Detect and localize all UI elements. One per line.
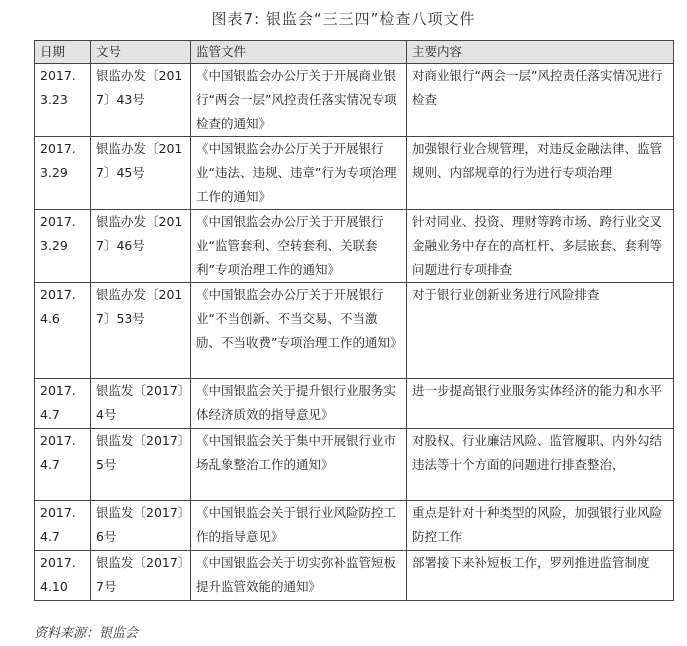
cell-number: 银监办发〔2017〕46号 [91,210,191,283]
cell-document: 《中国银监会关于集中开展银行业市场乱象整治工作的通知》 [191,429,407,501]
header-content: 主要内容 [407,41,674,64]
cell-number: 银监发〔2017〕6号 [91,501,191,551]
cell-document: 《中国银监会关于切实弥补监管短板提升监管效能的通知》 [191,551,407,601]
cell-number: 银监发〔2017〕7号 [91,551,191,601]
header-document: 监管文件 [191,41,407,64]
cell-number: 银监办发〔2017〕43号 [91,64,191,137]
cell-document: 《中国银监会办公厅关于开展银行业“不当创新、不当交易、不当激励、不当收费”专项治理工作的通知》 [191,283,407,379]
table-row [35,429,674,501]
header-number: 文号 [91,41,191,64]
documents-table [34,40,674,601]
cell-content: 加强银行业合规管理，对违反金融法律、监管规则、内部规章的行为进行专项治理 [407,137,674,210]
cell-date: 2017.4.7 [35,379,91,429]
cell-document: 《中国银监会关于提升银行业服务实体经济质效的指导意见》 [191,379,407,429]
cell-content: 重点是针对十种类型的风险，加强银行业风险防控工作 [407,501,674,551]
header-row [35,41,674,64]
cell-document: 《中国银监会办公厅关于开展银行业“监管套利、空转套利、关联套利”专项治理工作的通知》 [191,210,407,283]
cell-content: 对商业银行“两会一层”风控责任落实情况进行检查 [407,64,674,137]
cell-date: 2017.4.7 [35,501,91,551]
cell-number: 银监发〔2017〕5号 [91,429,191,501]
cell-content: 进一步提高银行业服务实体经济的能力和水平 [407,379,674,429]
cell-document: 《中国银监会关于银行业风险防控工作的指导意见》 [191,501,407,551]
cell-date: 2017.4.10 [35,551,91,601]
cell-content: 对股权、行业廉洁风险、监管履职、内外勾结违法等十个方面的问题进行排查整治， [407,429,674,501]
cell-content: 部署接下来补短板工作，罗列推进监管制度 [407,551,674,601]
cell-date: 2017.4.6 [35,283,91,379]
cell-number: 银监办发〔2017〕45号 [91,137,191,210]
table-row [35,283,674,379]
table-row [35,379,674,429]
header-date: 日期 [35,41,91,64]
cell-date: 2017.3.29 [35,210,91,283]
cell-document: 《中国银监会办公厅关于开展商业银行“两会一层”风控责任落实情况专项检查的通知》 [191,64,407,137]
cell-date: 2017.4.7 [35,429,91,501]
table-row [35,137,674,210]
table-row [35,210,674,283]
cell-number: 银监办发〔2017〕53号 [91,283,191,379]
cell-content: 针对同业、投资、理财等跨市场、跨行业交叉金融业务中存在的高杠杆、多层嵌套、套利等问题进行专项排查 [407,210,674,283]
source-note: 资料来源：银监会 [34,626,139,641]
cell-document: 《中国银监会办公厅关于开展银行业“违法、违规、违章”行为专项治理工作的通知》 [191,137,407,210]
cell-content: 对于银行业创新业务进行风险排查 [407,283,674,379]
cell-number: 银监发〔2017〕4号 [91,379,191,429]
cell-date: 2017.3.29 [35,137,91,210]
table-row [35,64,674,137]
table-row [35,501,674,551]
table-title: 图表7: 银监会“三三四”检查八项文件 [211,10,476,28]
table-row [35,551,674,601]
cell-date: 2017.3.23 [35,64,91,137]
